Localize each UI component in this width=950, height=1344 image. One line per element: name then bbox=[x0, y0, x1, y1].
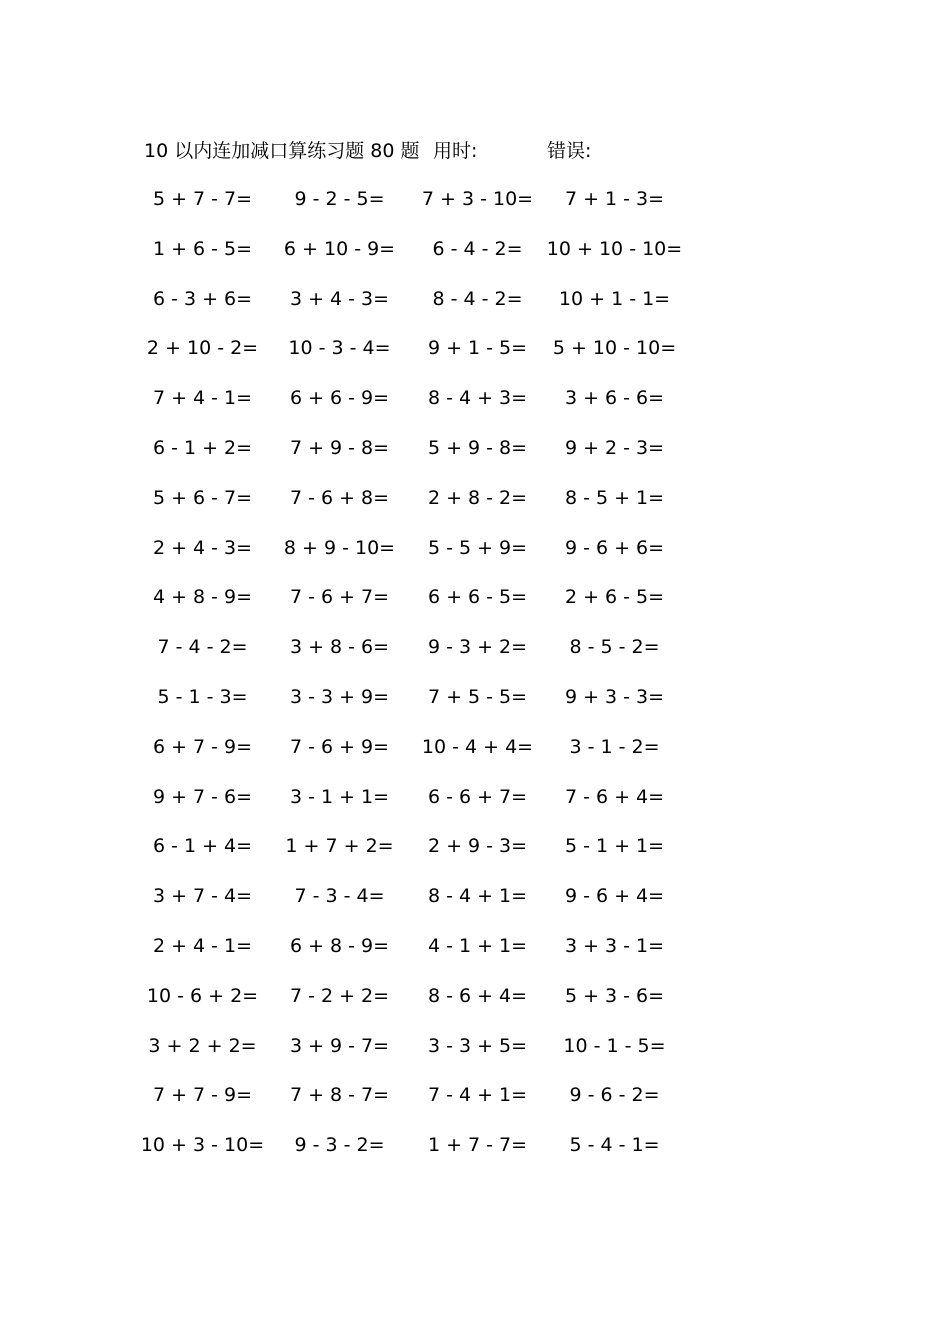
math-problem: 7 - 6 + 8= bbox=[289, 486, 390, 509]
math-problem: 6 - 3 + 6= bbox=[152, 287, 253, 310]
math-problem: 5 + 10 - 10= bbox=[552, 337, 677, 360]
math-problem: 5 + 3 - 6= bbox=[564, 984, 665, 1007]
math-problem: 8 - 4 + 1= bbox=[427, 885, 528, 908]
math-problem: 3 - 3 + 5= bbox=[427, 1034, 528, 1057]
math-problem: 8 - 4 + 3= bbox=[427, 387, 528, 410]
math-problem: 10 + 3 - 10= bbox=[140, 1134, 265, 1157]
problem-row bbox=[134, 1131, 694, 1181]
math-problem: 4 - 1 + 1= bbox=[427, 934, 528, 957]
problem-row bbox=[134, 484, 694, 534]
math-problem: 9 - 6 + 6= bbox=[564, 536, 665, 559]
math-problem: 6 - 1 + 4= bbox=[152, 835, 253, 858]
problem-row bbox=[134, 783, 694, 833]
problem-row bbox=[134, 683, 694, 733]
math-problem: 8 - 5 - 2= bbox=[569, 636, 660, 659]
problem-row bbox=[134, 534, 694, 584]
math-problem: 10 - 4 + 4= bbox=[421, 735, 534, 758]
math-problem: 6 + 6 - 5= bbox=[427, 586, 528, 609]
math-problem: 9 - 3 + 2= bbox=[427, 636, 528, 659]
math-problem: 3 - 1 - 2= bbox=[569, 735, 660, 758]
problem-row bbox=[134, 1032, 694, 1082]
math-problem: 7 - 2 + 2= bbox=[289, 984, 390, 1007]
math-problem: 3 + 2 + 2= bbox=[148, 1034, 257, 1057]
math-problem: 7 - 6 + 4= bbox=[564, 785, 665, 808]
math-problem: 6 - 1 + 2= bbox=[152, 436, 253, 459]
problem-row bbox=[134, 1081, 694, 1131]
math-problem: 7 + 4 - 1= bbox=[152, 387, 253, 410]
math-problem: 6 - 6 + 7= bbox=[427, 785, 528, 808]
math-problem: 9 - 6 - 2= bbox=[569, 1084, 660, 1107]
problem-row bbox=[134, 733, 694, 783]
math-problem: 9 - 3 - 2= bbox=[294, 1134, 385, 1157]
problem-row bbox=[134, 583, 694, 633]
worksheet-title: 10 以内连加减口算练习题 80 题 bbox=[144, 140, 420, 162]
math-problem: 4 + 8 - 9= bbox=[152, 586, 253, 609]
math-problem: 8 - 6 + 4= bbox=[427, 984, 528, 1007]
errors-label: 错误: bbox=[547, 140, 592, 162]
math-problem: 5 + 6 - 7= bbox=[152, 486, 253, 509]
math-problem: 8 - 4 - 2= bbox=[432, 287, 523, 310]
math-problem: 8 - 5 + 1= bbox=[564, 486, 665, 509]
math-problem: 5 + 7 - 7= bbox=[152, 188, 253, 210]
problem-row bbox=[134, 633, 694, 683]
math-problem: 7 - 4 + 1= bbox=[427, 1084, 528, 1107]
math-problem: 10 + 10 - 10= bbox=[546, 237, 683, 260]
problem-row bbox=[134, 882, 694, 932]
problem-grid bbox=[134, 185, 694, 1181]
math-problem: 6 + 10 - 9= bbox=[283, 237, 396, 260]
math-problem: 2 + 8 - 2= bbox=[427, 486, 528, 509]
problem-row bbox=[134, 434, 694, 484]
math-problem: 3 + 4 - 3= bbox=[289, 287, 390, 310]
problem-row bbox=[134, 384, 694, 434]
problem-row bbox=[134, 932, 694, 982]
math-problem: 3 + 3 - 1= bbox=[564, 934, 665, 957]
time-label: 用时: bbox=[433, 140, 478, 162]
math-problem: 1 + 7 - 7= bbox=[427, 1134, 528, 1157]
worksheet-header bbox=[0, 137, 950, 165]
math-problem: 3 + 7 - 4= bbox=[152, 885, 253, 908]
math-problem: 9 - 6 + 4= bbox=[564, 885, 665, 908]
math-problem: 6 - 4 - 2= bbox=[432, 237, 523, 260]
math-problem: 10 - 1 - 5= bbox=[563, 1034, 666, 1057]
math-problem: 3 + 9 - 7= bbox=[289, 1034, 390, 1057]
math-problem: 2 + 9 - 3= bbox=[427, 835, 528, 858]
math-problem: 6 + 6 - 9= bbox=[289, 387, 390, 410]
math-problem: 5 - 1 - 3= bbox=[157, 685, 248, 708]
math-problem: 5 - 1 + 1= bbox=[564, 835, 665, 858]
math-problem: 7 + 9 - 8= bbox=[289, 436, 390, 459]
math-problem: 7 + 3 - 10= bbox=[421, 188, 534, 210]
problem-row bbox=[134, 982, 694, 1032]
math-problem: 2 + 4 - 3= bbox=[152, 536, 253, 559]
math-problem: 7 + 1 - 3= bbox=[564, 188, 665, 210]
math-problem: 10 - 6 + 2= bbox=[146, 984, 259, 1007]
math-problem: 3 + 6 - 6= bbox=[564, 387, 665, 410]
math-problem: 8 + 9 - 10= bbox=[283, 536, 396, 559]
math-problem: 2 + 6 - 5= bbox=[564, 586, 665, 609]
problem-row bbox=[134, 235, 694, 285]
math-problem: 6 + 7 - 9= bbox=[152, 735, 253, 758]
math-problem: 3 + 8 - 6= bbox=[289, 636, 390, 659]
math-problem: 7 + 8 - 7= bbox=[289, 1084, 390, 1107]
math-problem: 3 - 3 + 9= bbox=[289, 685, 390, 708]
math-problem: 10 - 3 - 4= bbox=[288, 337, 391, 360]
math-problem: 7 - 6 + 9= bbox=[289, 735, 390, 758]
math-problem: 5 + 9 - 8= bbox=[427, 436, 528, 459]
math-problem: 6 + 8 - 9= bbox=[289, 934, 390, 957]
math-problem: 2 + 4 - 1= bbox=[152, 934, 253, 957]
math-problem: 7 - 4 - 2= bbox=[157, 636, 248, 659]
math-problem: 3 - 1 + 1= bbox=[289, 785, 390, 808]
math-problem: 7 - 3 - 4= bbox=[294, 885, 385, 908]
math-problem: 1 + 7 + 2= bbox=[285, 835, 394, 858]
math-problem: 9 + 2 - 3= bbox=[564, 436, 665, 459]
math-problem: 9 + 1 - 5= bbox=[427, 337, 528, 360]
math-problem: 7 + 5 - 5= bbox=[427, 685, 528, 708]
math-problem: 7 + 7 - 9= bbox=[152, 1084, 253, 1107]
problem-row bbox=[134, 285, 694, 335]
problem-row bbox=[134, 185, 694, 235]
math-problem: 1 + 6 - 5= bbox=[152, 237, 253, 260]
math-problem: 9 + 7 - 6= bbox=[152, 785, 253, 808]
problem-row bbox=[134, 832, 694, 882]
math-problem: 5 - 4 - 1= bbox=[569, 1134, 660, 1157]
math-problem: 10 + 1 - 1= bbox=[558, 287, 671, 310]
math-problem: 5 - 5 + 9= bbox=[427, 536, 528, 559]
problem-row bbox=[134, 334, 694, 384]
math-problem: 9 - 2 - 5= bbox=[294, 188, 385, 210]
math-problem: 2 + 10 - 2= bbox=[146, 337, 259, 360]
math-problem: 7 - 6 + 7= bbox=[289, 586, 390, 609]
math-problem: 9 + 3 - 3= bbox=[564, 685, 665, 708]
